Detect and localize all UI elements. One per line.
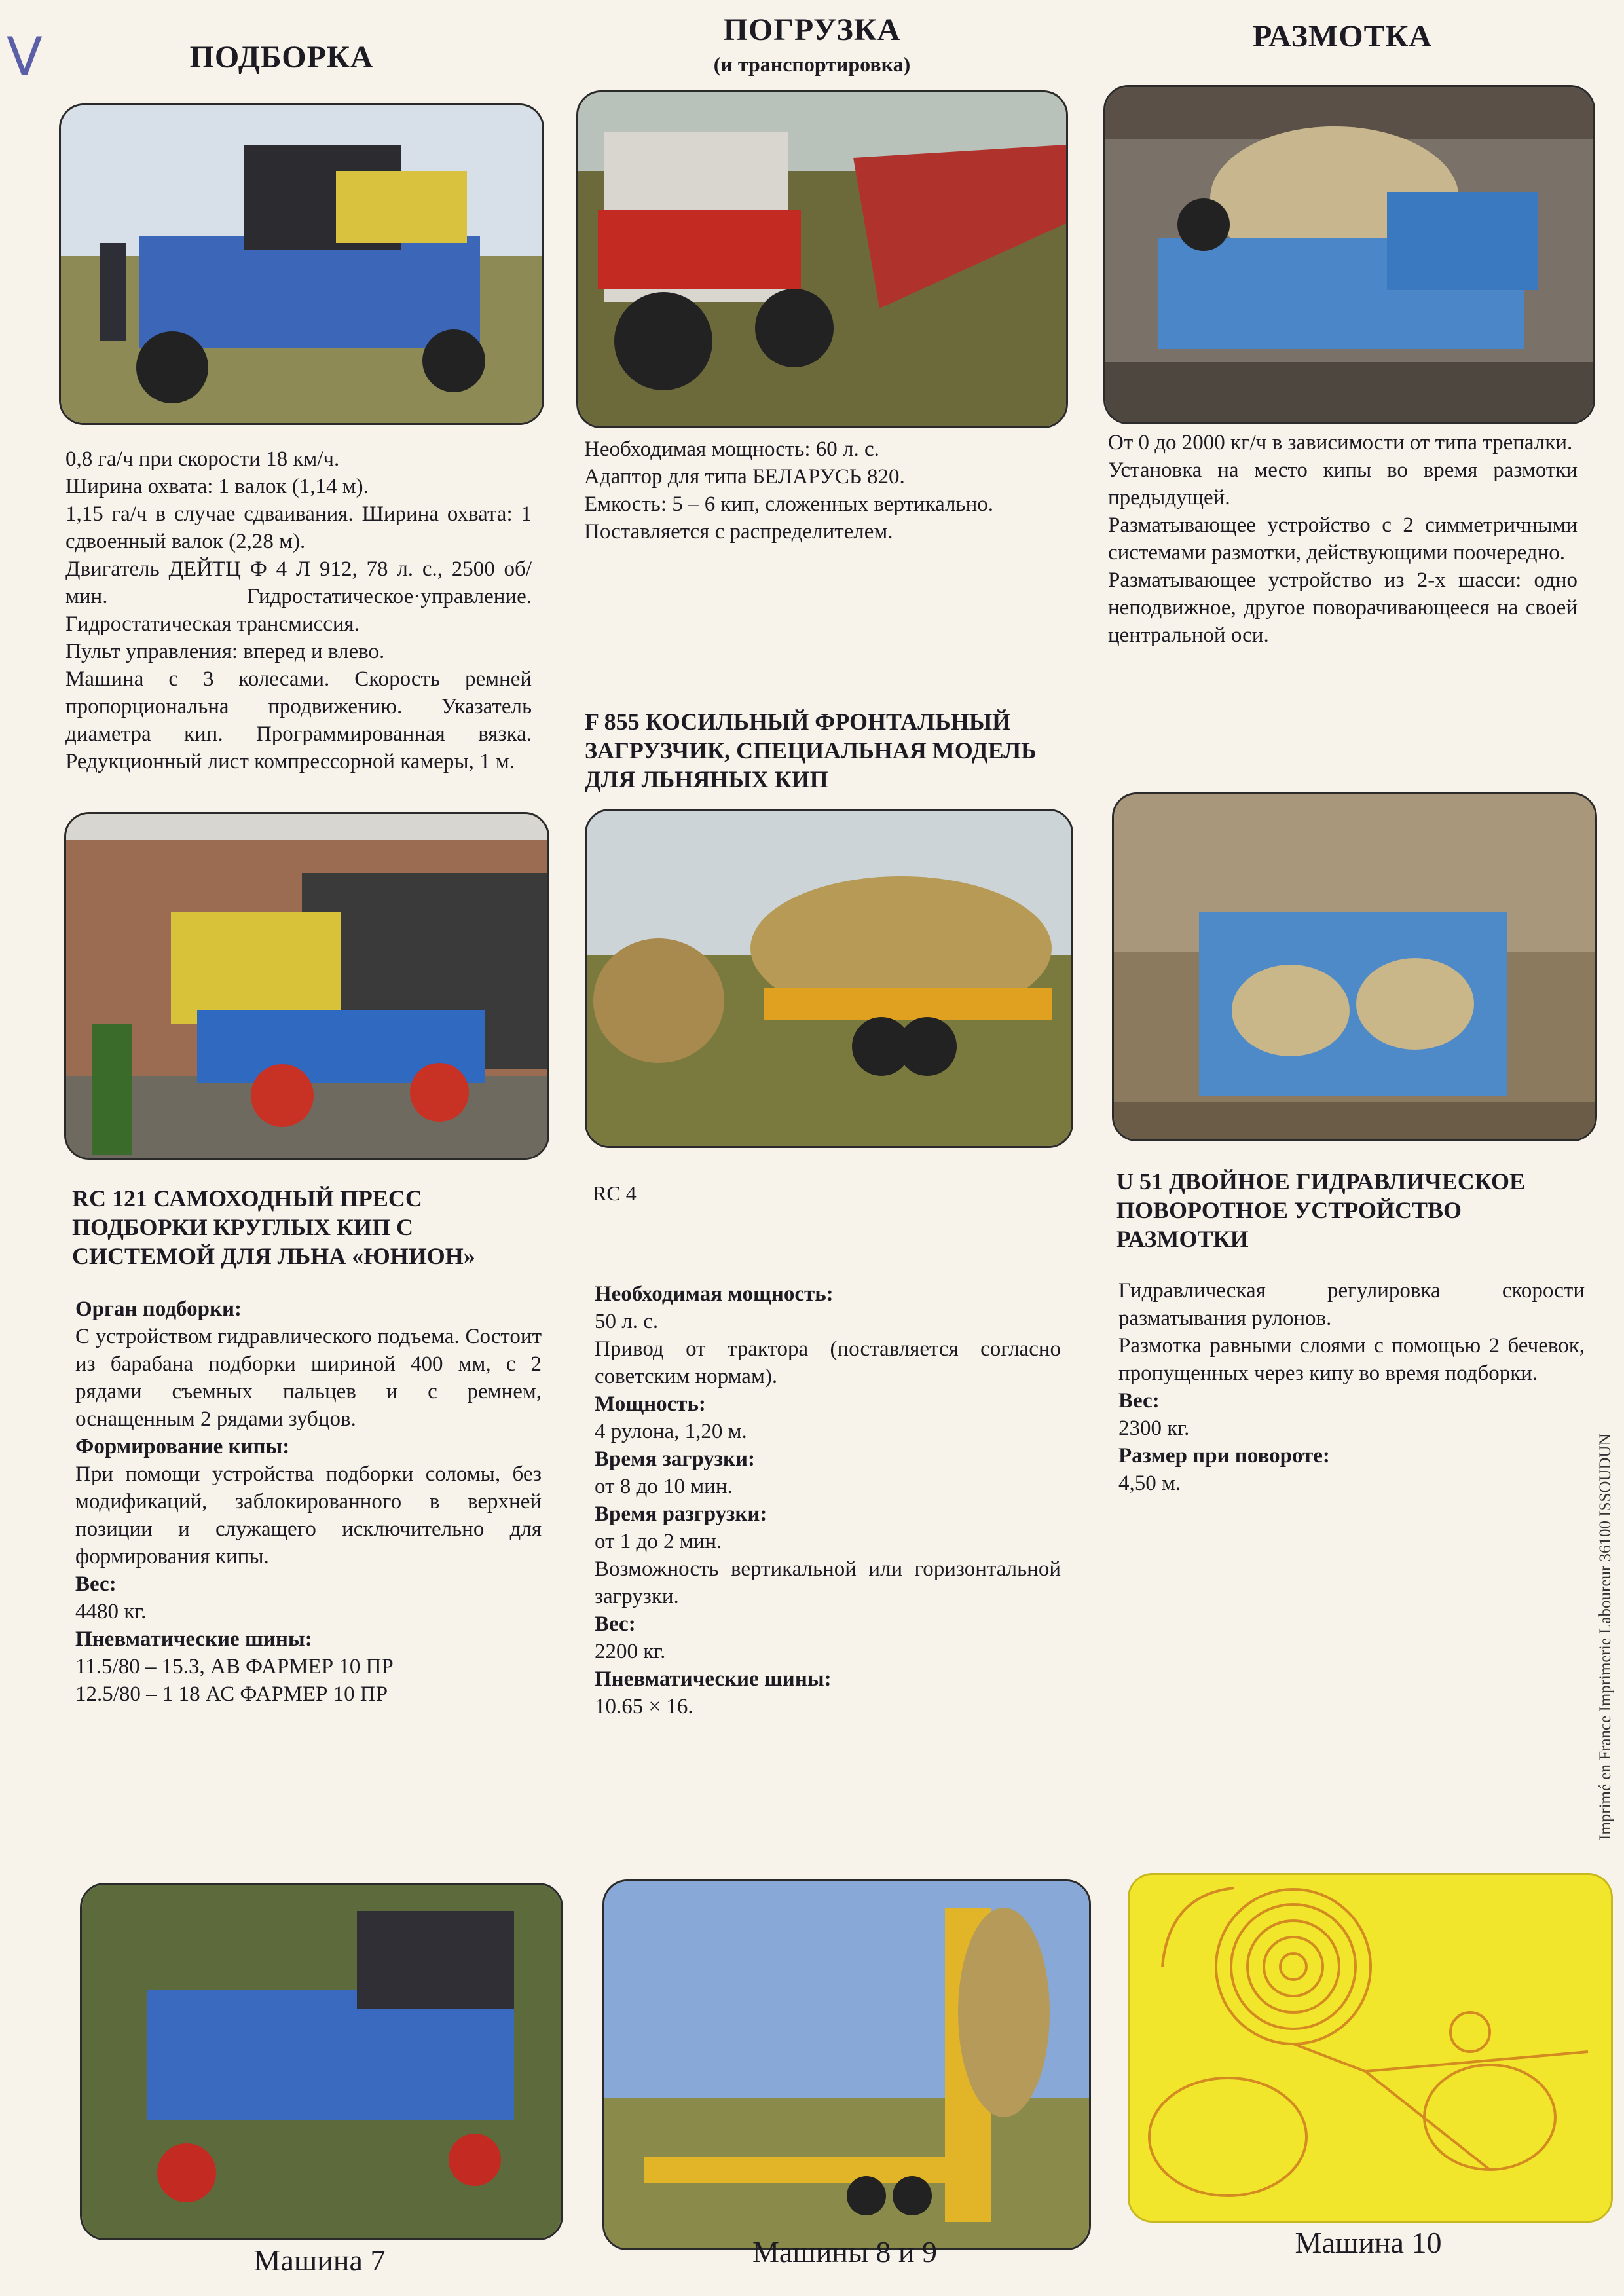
header-pickup: ПОДБОРКА (189, 40, 374, 75)
header-unwinding: РАЗМОТКА (1252, 19, 1433, 54)
rc4-title: RC 4 (593, 1181, 637, 1205)
caption-machine-7: Машина 7 (253, 2244, 386, 2277)
diagram-machine-10 (1128, 1873, 1613, 2223)
caption-machine-10: Машина 10 (1295, 2226, 1442, 2259)
photo-rc121-press (64, 812, 549, 1160)
u51-specs: Гидравлическая регулировка скорости разматывания рулонов. Размотка равными слоями с помощью 2 бечевок, пропущенных через кипу во время подборки. Вес: 2300 кг. Размер при повороте: 4,50 м. (1118, 1279, 1585, 1495)
u51-title: U 51 ДВОЙНОЕ ГИДРАВЛИЧЕСКОЕ ПОВОРОТНОЕ УСТРОЙСТВО РАЗМОТКИ (1116, 1168, 1525, 1252)
photo-machine-7 (80, 1883, 563, 2240)
caption-machines-8-9: Машины 8 и 9 (752, 2235, 937, 2268)
header-loading-subtitle: (и транспортировка) (713, 52, 911, 76)
header-loading: ПОГРУЗКА (723, 12, 901, 47)
rc121-title: RC 121 САМОХОДНЫЙ ПРЕСС ПОДБОРКИ КРУГЛЫХ КИП С СИСТЕМОЙ ДЛЯ ЛЬНА «ЮНИОН» (72, 1185, 475, 1269)
photo-machines-8-9 (602, 1879, 1091, 2250)
photo-pickup-machine (59, 103, 544, 425)
photo-u51-unwinder (1112, 792, 1597, 1141)
handwritten-check-mark: V (7, 26, 43, 87)
loading-description: Необходимая мощность: 60 л. с. Адаптор для типа БЕЛАРУСЬ 820. Емкость: 5 – 6 кип, сложенных вертикально. Поставляется с распределителем. (584, 437, 993, 544)
unwinding-description: От 0 до 2000 кг/ч в зависимости от типа трепалки. Установка на место кипы во время размотки предыдущей. Разматывающее устройство с 2 симметричными системами размотки, действующими поочередно. Разматывающее устройство из 2-х шасси: одно неподвижное, другое поворачивающееся на своей центральной оси. (1108, 431, 1578, 647)
printer-imprint: Imprimé en France Imprimerie Laboureur 36100 ISSOUDUN (1596, 1434, 1614, 1840)
rc4-specs: Необходимая мощность: 50 л. с. Привод от трактора (поставляется согласно советским нормам). Мощность: 4 рулона, 1,20 м. Время загрузки: от 8 до 10 мин. Время разгрузки: от 1 до 2 мин. Возможность вертикальной или горизонтальной загрузки. Вес: 2200 кг. Пневматические шины: 10.65 × 16. (595, 1282, 1061, 1718)
rc121-specs: Орган подборки: С устройством гидравлического подъема. Состоит из барабана подборки шириной 400 мм, с 2 рядами съемных пальцев и с ремнем, оснащенным 2 рядами зубцов. Формирование кипы: При помощи устройства подборки соломы, без модификаций, заблокированного в верхней позиции и служащего исключительно для формирования кипы. Вес: 4480 кг. Пневматические шины: 11.5/80 – 15.3, АВ ФАРМЕР 10 ПР 12.5/80 – 1 18 АС ФАРМЕР 10 ПР (75, 1297, 542, 1706)
photo-front-loader (576, 90, 1068, 428)
f855-title: F 855 КОСИЛЬНЫЙ ФРОНТАЛЬНЫЙ ЗАГРУЗЧИК, СПЕЦИАЛЬНАЯ МОДЕЛЬ ДЛЯ ЛЬНЯНЫХ КИП (585, 709, 1037, 792)
photo-rc4-trailer (585, 809, 1073, 1148)
photo-unwinding-machine (1103, 85, 1595, 424)
pickup-description: 0,8 га/ч при скорости 18 км/ч. Ширина охвата: 1 валок (1,14 м). 1,15 га/ч в случае сдваивания. Ширина охвата: 1 сдвоенный валок (2,28 м). Двигатель ДЕЙТЦ Ф 4 Л 912, 78 л. с., 2500 об/мин. Гидростатическое·управление. Гидростатическая трансмиссия. Пульт управления: вперед и влево. Машина с 3 колесами. Скорость ремней пропорциональна продвижению. Указатель диаметра кип. Программированная вязка. Редукционный лист компрессорной камеры, 1 м. (65, 447, 532, 773)
